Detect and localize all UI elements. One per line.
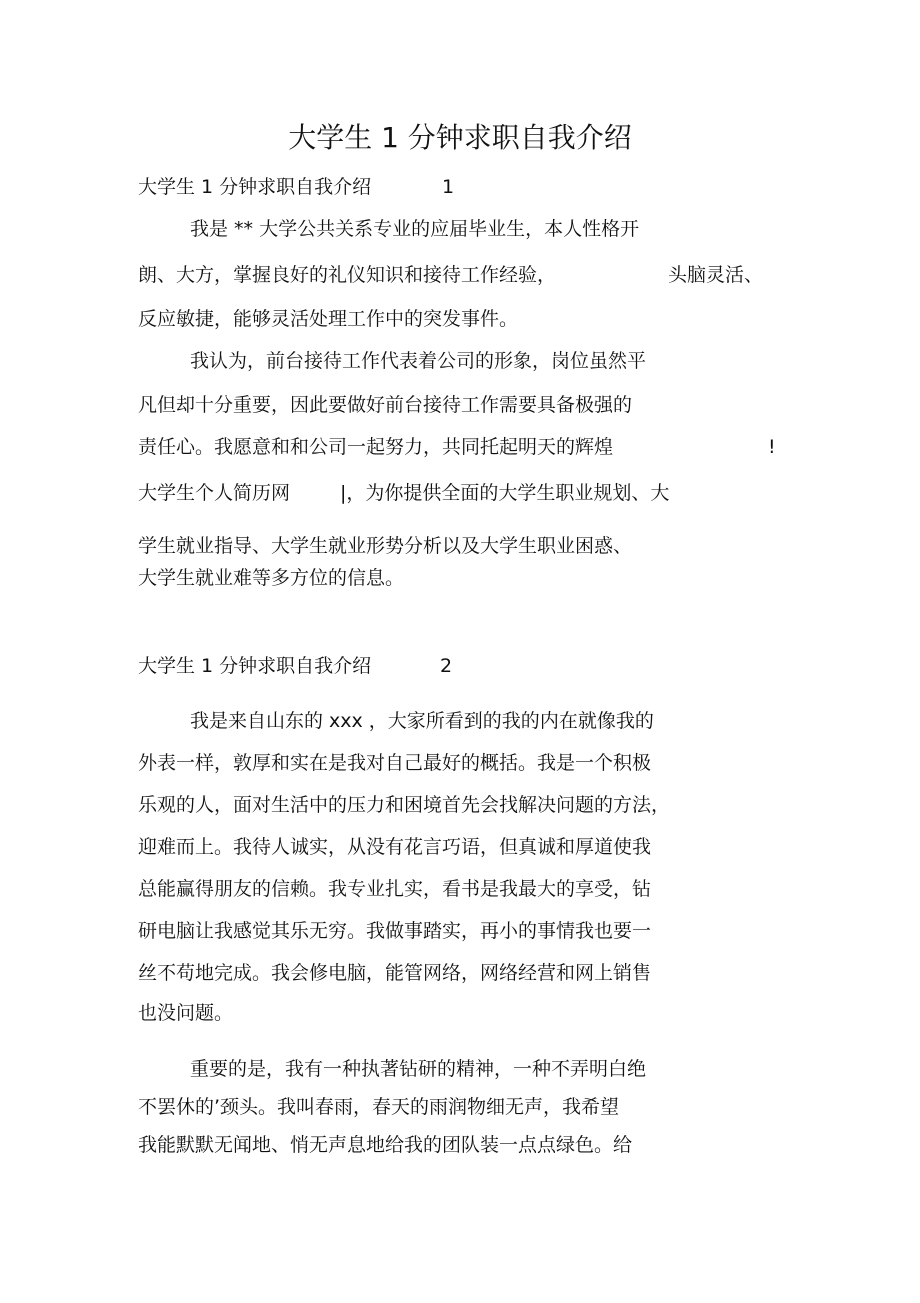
paragraph-line: 责任心。我愿意和和公司一起努力，共同托起明天的辉煌 [138,436,614,458]
paragraph-line: 反应敏捷，能够灵活处理工作中的突发事件。 [138,308,519,330]
paragraph-line: 凡但却十分重要，因此要做好前台接待工作需要具备极强的 [138,394,633,416]
paragraph-line: 研电脑让我感觉其乐无穷。我做事踏实，再小的事情我也要一 [138,920,652,942]
paragraph-line: 我是来自山东的 xxx ，大家所看到的我的内在就像我的 [190,710,654,732]
document-title: 大学生 1 分钟求职自我介绍 [288,121,632,154]
paragraph-line: 迎难而上。我待人诚实，从没有花言巧语，但真诚和厚道使我 [138,836,652,858]
section-1-heading: 大学生 1 分钟求职自我介绍 [138,176,372,198]
paragraph-line: 不罢休的’颈头。我叫春雨，春天的雨润物细无声，我希望 [138,1096,620,1118]
paragraph-line: 我认为，前台接待工作代表着公司的形象，岗位虽然平 [190,350,647,372]
section-2-heading-number: 2 [440,655,453,677]
section-1-heading-number: 1 [442,176,455,198]
paragraph-line: 也没问题。 [138,1002,234,1024]
paragraph-line: 大学生个人简历网 [138,482,291,504]
paragraph-line: 丝不苟地完成。我会修电脑，能管网络，网络经营和网上销售 [138,962,652,984]
paragraph-line: |，为你提供全面的大学生职业规划、大 [340,482,670,504]
paragraph-line: 重要的是，我有一种执著钻研的精神，一种不弄明白绝 [190,1058,647,1080]
paragraph-line: ! [768,436,776,458]
paragraph-line: 总能赢得朋友的信赖。我专业扎实，看书是我最大的享受，钻 [138,878,652,900]
paragraph-line: 学生就业指导、大学生就业形势分析以及大学生职业困惑、 [138,535,633,557]
paragraph-line: 乐观的人，面对生活中的压力和困境首先会找解决问题的方法， [138,794,671,816]
paragraph-line: 朗、大方，掌握良好的礼仪知识和接待工作经验， [138,264,557,286]
paragraph-line: 外表一样，敦厚和实在是我对自己最好的概括。我是一个积极 [138,752,652,774]
paragraph-line: 头脑灵活、 [668,264,764,286]
paragraph-line: 我是 ** 大学公共关系专业的应届毕业生，本人性格开 [190,218,640,240]
paragraph-line: 大学生就业难等多方位的信息。 [138,567,405,589]
section-2-heading: 大学生 1 分钟求职自我介绍 [138,655,372,677]
paragraph-line: 我能默默无闻地、悄无声息地给我的团队装一点点绿色。给 [138,1134,633,1156]
